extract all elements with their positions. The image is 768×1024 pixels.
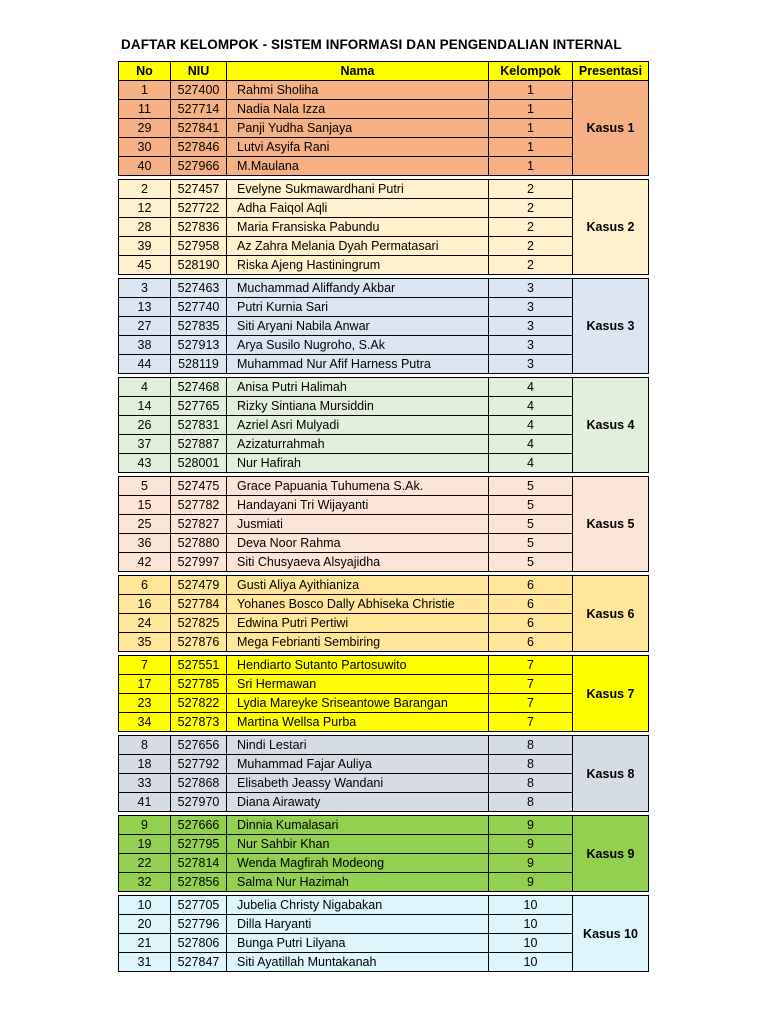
cell-kelompok: 4 xyxy=(489,397,573,416)
cell-kelompok: 2 xyxy=(489,218,573,237)
table-row xyxy=(119,317,649,336)
cell-kelompok: 1 xyxy=(489,157,573,176)
header-kelompok: Kelompok xyxy=(489,62,573,81)
table-row xyxy=(119,199,649,218)
cell-niu: 527856 xyxy=(171,873,227,892)
cell-nama: Anisa Putri Halimah xyxy=(227,378,489,397)
cell-kelompok: 10 xyxy=(489,896,573,915)
cell-nama: Arya Susilo Nugroho, S.Ak xyxy=(227,336,489,355)
cell-no: 39 xyxy=(119,237,171,256)
cell-niu: 527468 xyxy=(171,378,227,397)
cell-nama: Nur Sahbir Khan xyxy=(227,835,489,854)
table-row xyxy=(119,793,649,812)
cell-kelompok: 9 xyxy=(489,816,573,835)
cell-niu: 527796 xyxy=(171,915,227,934)
cell-niu: 527740 xyxy=(171,298,227,317)
table-row xyxy=(119,180,649,199)
cell-niu: 527795 xyxy=(171,835,227,854)
cell-nama: Muhammad Fajar Auliya xyxy=(227,755,489,774)
cell-no: 8 xyxy=(119,736,171,755)
table-row xyxy=(119,675,649,694)
cell-nama: Dinnia Kumalasari xyxy=(227,816,489,835)
cell-kelompok: 5 xyxy=(489,534,573,553)
cell-no: 5 xyxy=(119,477,171,496)
cell-nama: Evelyne Sukmawardhani Putri xyxy=(227,180,489,199)
cell-nama: Azizaturrahmah xyxy=(227,435,489,454)
table-row xyxy=(119,595,649,614)
cell-niu: 527880 xyxy=(171,534,227,553)
table-row xyxy=(119,953,649,972)
table-row xyxy=(119,934,649,953)
cell-no: 6 xyxy=(119,576,171,595)
cell-niu: 527887 xyxy=(171,435,227,454)
cell-no: 26 xyxy=(119,416,171,435)
cell-kelompok: 5 xyxy=(489,553,573,572)
cell-no: 7 xyxy=(119,656,171,675)
cell-nama: Martina Wellsa Purba xyxy=(227,713,489,732)
table-row xyxy=(119,119,649,138)
cell-niu: 527551 xyxy=(171,656,227,675)
cell-no: 23 xyxy=(119,694,171,713)
cell-no: 29 xyxy=(119,119,171,138)
cell-no: 30 xyxy=(119,138,171,157)
cell-kelompok: 1 xyxy=(489,100,573,119)
table-row xyxy=(119,713,649,732)
cell-kelompok: 1 xyxy=(489,138,573,157)
cell-presentasi: Kasus 5 xyxy=(573,477,649,572)
cell-no: 32 xyxy=(119,873,171,892)
cell-nama: Dilla Haryanti xyxy=(227,915,489,934)
cell-no: 1 xyxy=(119,81,171,100)
cell-kelompok: 9 xyxy=(489,835,573,854)
cell-presentasi: Kasus 10 xyxy=(573,896,649,972)
table-row xyxy=(119,774,649,793)
document-title: DAFTAR KELOMPOK - SISTEM INFORMASI DAN PENGENDALIAN INTERNAL xyxy=(121,37,622,52)
cell-nama: Wenda Magfirah Modeong xyxy=(227,854,489,873)
cell-presentasi: Kasus 9 xyxy=(573,816,649,892)
cell-kelompok: 4 xyxy=(489,378,573,397)
table-row xyxy=(119,873,649,892)
cell-kelompok: 1 xyxy=(489,81,573,100)
cell-kelompok: 3 xyxy=(489,317,573,336)
cell-kelompok: 7 xyxy=(489,675,573,694)
table-row xyxy=(119,614,649,633)
cell-kelompok: 5 xyxy=(489,477,573,496)
cell-nama: Diana Airawaty xyxy=(227,793,489,812)
cell-kelompok: 2 xyxy=(489,180,573,199)
cell-niu: 527806 xyxy=(171,934,227,953)
cell-niu: 527765 xyxy=(171,397,227,416)
cell-nama: Yohanes Bosco Dally Abhiseka Christie xyxy=(227,595,489,614)
cell-presentasi: Kasus 8 xyxy=(573,736,649,812)
cell-presentasi: Kasus 7 xyxy=(573,656,649,732)
cell-no: 12 xyxy=(119,199,171,218)
cell-niu: 527873 xyxy=(171,713,227,732)
cell-nama: Grace Papuania Tuhumena S.Ak. xyxy=(227,477,489,496)
cell-no: 42 xyxy=(119,553,171,572)
cell-nama: Panji Yudha Sanjaya xyxy=(227,119,489,138)
cell-no: 16 xyxy=(119,595,171,614)
cell-niu: 527782 xyxy=(171,496,227,515)
cell-nama: Mega Febrianti Sembiring xyxy=(227,633,489,652)
cell-nama: Lutvi Asyifa Rani xyxy=(227,138,489,157)
table-row xyxy=(119,835,649,854)
cell-presentasi: Kasus 4 xyxy=(573,378,649,473)
cell-kelompok: 7 xyxy=(489,694,573,713)
cell-niu: 527475 xyxy=(171,477,227,496)
cell-kelompok: 9 xyxy=(489,873,573,892)
cell-niu: 527479 xyxy=(171,576,227,595)
header-niu: NIU xyxy=(171,62,227,81)
cell-kelompok: 4 xyxy=(489,454,573,473)
header-presentasi: Presentasi xyxy=(573,62,649,81)
cell-nama: M.Maulana xyxy=(227,157,489,176)
cell-nama: Gusti Aliya Ayithianiza xyxy=(227,576,489,595)
cell-niu: 527656 xyxy=(171,736,227,755)
cell-niu: 527784 xyxy=(171,595,227,614)
cell-kelompok: 8 xyxy=(489,755,573,774)
cell-no: 34 xyxy=(119,713,171,732)
cell-kelompok: 8 xyxy=(489,793,573,812)
cell-kelompok: 1 xyxy=(489,119,573,138)
cell-niu: 527913 xyxy=(171,336,227,355)
cell-nama: Riska Ajeng Hastiningrum xyxy=(227,256,489,275)
cell-no: 20 xyxy=(119,915,171,934)
cell-kelompok: 6 xyxy=(489,614,573,633)
cell-nama: Jusmiati xyxy=(227,515,489,534)
cell-niu: 527457 xyxy=(171,180,227,199)
cell-kelompok: 8 xyxy=(489,774,573,793)
cell-niu: 527705 xyxy=(171,896,227,915)
cell-niu: 527835 xyxy=(171,317,227,336)
cell-nama: Muchammad Aliffandy Akbar xyxy=(227,279,489,298)
cell-kelompok: 6 xyxy=(489,595,573,614)
cell-niu: 528190 xyxy=(171,256,227,275)
cell-niu: 527822 xyxy=(171,694,227,713)
table-row xyxy=(119,138,649,157)
header-nama: Nama xyxy=(227,62,489,81)
table-row xyxy=(119,915,649,934)
cell-niu: 527841 xyxy=(171,119,227,138)
table-row xyxy=(119,656,649,675)
cell-nama: Nadia Nala Izza xyxy=(227,100,489,119)
cell-no: 14 xyxy=(119,397,171,416)
cell-nama: Adha Faiqol Aqli xyxy=(227,199,489,218)
table-row xyxy=(119,454,649,473)
cell-no: 2 xyxy=(119,180,171,199)
cell-presentasi: Kasus 3 xyxy=(573,279,649,374)
cell-no: 15 xyxy=(119,496,171,515)
cell-no: 27 xyxy=(119,317,171,336)
cell-kelompok: 9 xyxy=(489,854,573,873)
cell-kelompok: 7 xyxy=(489,656,573,675)
cell-kelompok: 3 xyxy=(489,298,573,317)
cell-no: 24 xyxy=(119,614,171,633)
cell-nama: Jubelia Christy Nigabakan xyxy=(227,896,489,915)
cell-nama: Hendiarto Sutanto Partosuwito xyxy=(227,656,489,675)
cell-niu: 527785 xyxy=(171,675,227,694)
cell-nama: Az Zahra Melania Dyah Permatasari xyxy=(227,237,489,256)
cell-no: 17 xyxy=(119,675,171,694)
table-header-row xyxy=(119,62,649,81)
cell-niu: 527876 xyxy=(171,633,227,652)
cell-niu: 527958 xyxy=(171,237,227,256)
cell-no: 43 xyxy=(119,454,171,473)
header-no: No xyxy=(119,62,171,81)
cell-no: 22 xyxy=(119,854,171,873)
cell-no: 33 xyxy=(119,774,171,793)
cell-niu: 527997 xyxy=(171,553,227,572)
cell-niu: 527722 xyxy=(171,199,227,218)
cell-niu: 527970 xyxy=(171,793,227,812)
cell-nama: Sri Hermawan xyxy=(227,675,489,694)
cell-nama: Nindi Lestari xyxy=(227,736,489,755)
cell-nama: Rahmi Sholiha xyxy=(227,81,489,100)
table-row xyxy=(119,100,649,119)
cell-no: 25 xyxy=(119,515,171,534)
cell-no: 36 xyxy=(119,534,171,553)
table-row xyxy=(119,477,649,496)
table-row xyxy=(119,854,649,873)
cell-niu: 527714 xyxy=(171,100,227,119)
table-row xyxy=(119,416,649,435)
cell-kelompok: 10 xyxy=(489,915,573,934)
cell-kelompok: 5 xyxy=(489,515,573,534)
cell-kelompok: 2 xyxy=(489,237,573,256)
cell-niu: 527846 xyxy=(171,138,227,157)
table-row xyxy=(119,81,649,100)
cell-kelompok: 6 xyxy=(489,576,573,595)
cell-kelompok: 8 xyxy=(489,736,573,755)
table-row xyxy=(119,336,649,355)
cell-nama: Edwina Putri Pertiwi xyxy=(227,614,489,633)
cell-no: 37 xyxy=(119,435,171,454)
table-row xyxy=(119,298,649,317)
cell-no: 11 xyxy=(119,100,171,119)
table-row xyxy=(119,157,649,176)
cell-no: 10 xyxy=(119,896,171,915)
cell-no: 35 xyxy=(119,633,171,652)
cell-niu: 528119 xyxy=(171,355,227,374)
cell-niu: 527400 xyxy=(171,81,227,100)
cell-niu: 527825 xyxy=(171,614,227,633)
cell-kelompok: 2 xyxy=(489,256,573,275)
cell-niu: 527827 xyxy=(171,515,227,534)
table-row xyxy=(119,553,649,572)
cell-presentasi: Kasus 2 xyxy=(573,180,649,275)
table-body xyxy=(119,81,649,972)
table-row xyxy=(119,515,649,534)
cell-niu: 527868 xyxy=(171,774,227,793)
cell-no: 3 xyxy=(119,279,171,298)
cell-kelompok: 3 xyxy=(489,279,573,298)
table-row xyxy=(119,816,649,835)
table-row xyxy=(119,755,649,774)
cell-niu: 527666 xyxy=(171,816,227,835)
cell-kelompok: 3 xyxy=(489,336,573,355)
cell-presentasi: Kasus 1 xyxy=(573,81,649,176)
cell-nama: Bunga Putri Lilyana xyxy=(227,934,489,953)
table-row xyxy=(119,218,649,237)
cell-niu: 527463 xyxy=(171,279,227,298)
cell-nama: Azriel Asri Mulyadi xyxy=(227,416,489,435)
table-row xyxy=(119,576,649,595)
cell-nama: Elisabeth Jeassy Wandani xyxy=(227,774,489,793)
cell-no: 21 xyxy=(119,934,171,953)
cell-kelompok: 10 xyxy=(489,953,573,972)
table-row xyxy=(119,355,649,374)
cell-niu: 527792 xyxy=(171,755,227,774)
cell-no: 44 xyxy=(119,355,171,374)
cell-nama: Deva Noor Rahma xyxy=(227,534,489,553)
table-row xyxy=(119,896,649,915)
cell-nama: Muhammad Nur Afif Harness Putra xyxy=(227,355,489,374)
table-row xyxy=(119,279,649,298)
cell-nama: Siti Ayatillah Muntakanah xyxy=(227,953,489,972)
cell-kelompok: 2 xyxy=(489,199,573,218)
cell-nama: Rizky Sintiana Mursiddin xyxy=(227,397,489,416)
cell-kelompok: 7 xyxy=(489,713,573,732)
cell-nama: Lydia Mareyke Sriseantowe Barangan xyxy=(227,694,489,713)
cell-nama: Salma Nur Hazimah xyxy=(227,873,489,892)
cell-niu: 527847 xyxy=(171,953,227,972)
cell-kelompok: 5 xyxy=(489,496,573,515)
cell-kelompok: 6 xyxy=(489,633,573,652)
cell-nama: Handayani Tri Wijayanti xyxy=(227,496,489,515)
cell-no: 9 xyxy=(119,816,171,835)
table-row xyxy=(119,237,649,256)
table-row xyxy=(119,378,649,397)
group-table xyxy=(118,61,649,972)
cell-no: 40 xyxy=(119,157,171,176)
table-row xyxy=(119,397,649,416)
cell-kelompok: 4 xyxy=(489,435,573,454)
table-row xyxy=(119,435,649,454)
cell-kelompok: 3 xyxy=(489,355,573,374)
cell-presentasi: Kasus 6 xyxy=(573,576,649,652)
cell-kelompok: 10 xyxy=(489,934,573,953)
cell-no: 31 xyxy=(119,953,171,972)
cell-nama: Siti Aryani Nabila Anwar xyxy=(227,317,489,336)
cell-niu: 527831 xyxy=(171,416,227,435)
cell-no: 4 xyxy=(119,378,171,397)
table-row xyxy=(119,736,649,755)
table-row xyxy=(119,694,649,713)
cell-no: 28 xyxy=(119,218,171,237)
table-row xyxy=(119,633,649,652)
table-row xyxy=(119,534,649,553)
cell-niu: 528001 xyxy=(171,454,227,473)
cell-niu: 527836 xyxy=(171,218,227,237)
cell-no: 45 xyxy=(119,256,171,275)
cell-no: 38 xyxy=(119,336,171,355)
cell-niu: 527966 xyxy=(171,157,227,176)
cell-kelompok: 4 xyxy=(489,416,573,435)
table-row xyxy=(119,496,649,515)
cell-niu: 527814 xyxy=(171,854,227,873)
cell-no: 18 xyxy=(119,755,171,774)
cell-nama: Putri Kurnia Sari xyxy=(227,298,489,317)
table-row xyxy=(119,256,649,275)
cell-nama: Siti Chusyaeva Alsyajidha xyxy=(227,553,489,572)
cell-nama: Maria Fransiska Pabundu xyxy=(227,218,489,237)
cell-no: 19 xyxy=(119,835,171,854)
cell-no: 13 xyxy=(119,298,171,317)
cell-nama: Nur Hafirah xyxy=(227,454,489,473)
cell-no: 41 xyxy=(119,793,171,812)
